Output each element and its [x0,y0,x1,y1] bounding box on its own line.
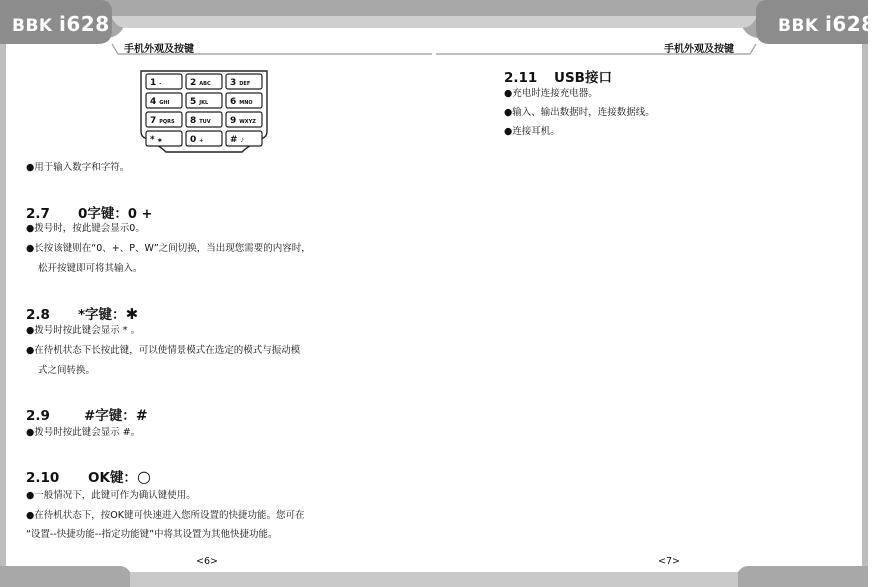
right-page-number: <7> [658,556,680,567]
section-number: 2.8 [26,307,50,323]
keypad-key-label: 2 ABC [190,78,211,88]
keypad-key-label: 7 PQRS [150,116,175,126]
right-page-header: 手机外观及按键 [664,44,734,55]
brand-name: BBK [778,16,819,36]
section-2-7-line-2: ●长按该键则在“0、+、P、W”之间切换，当出现您需要的内容时， [26,243,311,254]
brand-left [12,12,110,36]
keypad-key-label: 9 WXYZ [230,116,256,126]
keypad-key-label: 8 TUV [190,116,211,126]
keypad-key-label: 4 GHI [150,97,170,107]
section-2-11-line-2: ●输入、输出数据时，连接数据线。 [504,107,655,118]
section-2-7-line-1: ●拨号时，按此键会显示0。 [26,223,145,234]
section-title: *字键： [78,307,126,323]
section-2-10-line-3: “设置--快捷功能--指定功能键”中将其设置为其他快捷功能。 [26,529,278,540]
section-title: OK键： [88,470,137,486]
keypad-key-label: 1 - [150,78,162,88]
intro-line: ●用于输入数字和字符。 [26,162,130,173]
keypad-key-label: 6 MNO [230,97,253,107]
section-number: 2.11 [504,70,538,86]
section-2-11-line-3: ●连接耳机。 [504,126,560,137]
left-page-number: <6> [196,556,218,567]
keypad-key-label: # ♪ [230,135,244,145]
section-2-11-line-1: ●充电时连接充电器。 [504,88,598,99]
keypad-key-label: * ✱ [150,135,162,145]
keypad-illustration [138,68,270,154]
zero-key-icon: 0 + [127,207,153,222]
section-2-10-line-2: ●在待机状态下，按OK键可快速进入您所设置的快捷功能。您可在 [26,510,305,521]
section-2-10-heading [26,466,151,486]
section-2-9-heading [26,404,148,424]
brand-model: i628 [59,12,110,36]
keypad-key-label: 5 JKL [190,97,209,107]
hash-key-icon: # [135,408,148,424]
section-title: USB接口 [554,70,612,86]
section-2-9-line-1: ●拨号时按此键会显示 #。 [26,427,141,438]
section-number: 2.7 [26,206,50,222]
section-2-8-heading [26,303,138,323]
section-2-8-line-2: ●在待机状态下长按此键，可以使情景模式在选定的模式与振动模 [26,345,301,356]
star-key-icon: ✱ [125,305,139,323]
section-title: 0字键： [78,206,128,222]
section-2-7-line-3: 松开按键即可将其输入。 [38,263,143,274]
section-2-7-heading [26,202,152,222]
brand-model: i628 [825,12,876,36]
keypad-key-label: 0 + [190,135,204,145]
section-2-10-line-1: ●一般情况下，此键可作为确认键使用。 [26,490,196,501]
brand-name: BBK [12,16,53,36]
section-number: 2.10 [26,470,60,486]
brand-right [778,12,876,36]
section-2-8-line-3: 式之间转换。 [38,365,96,376]
section-number: 2.9 [26,408,50,424]
section-title: #字键： [84,408,136,424]
section-2-11-heading [504,66,612,86]
section-2-8-line-1: ●拨号时按此键会显示 * 。 [26,325,141,336]
ok-key-icon: ○ [136,467,151,486]
left-page-header: 手机外观及按键 [124,44,194,55]
keypad-key-label: 3 DEF [230,78,251,88]
